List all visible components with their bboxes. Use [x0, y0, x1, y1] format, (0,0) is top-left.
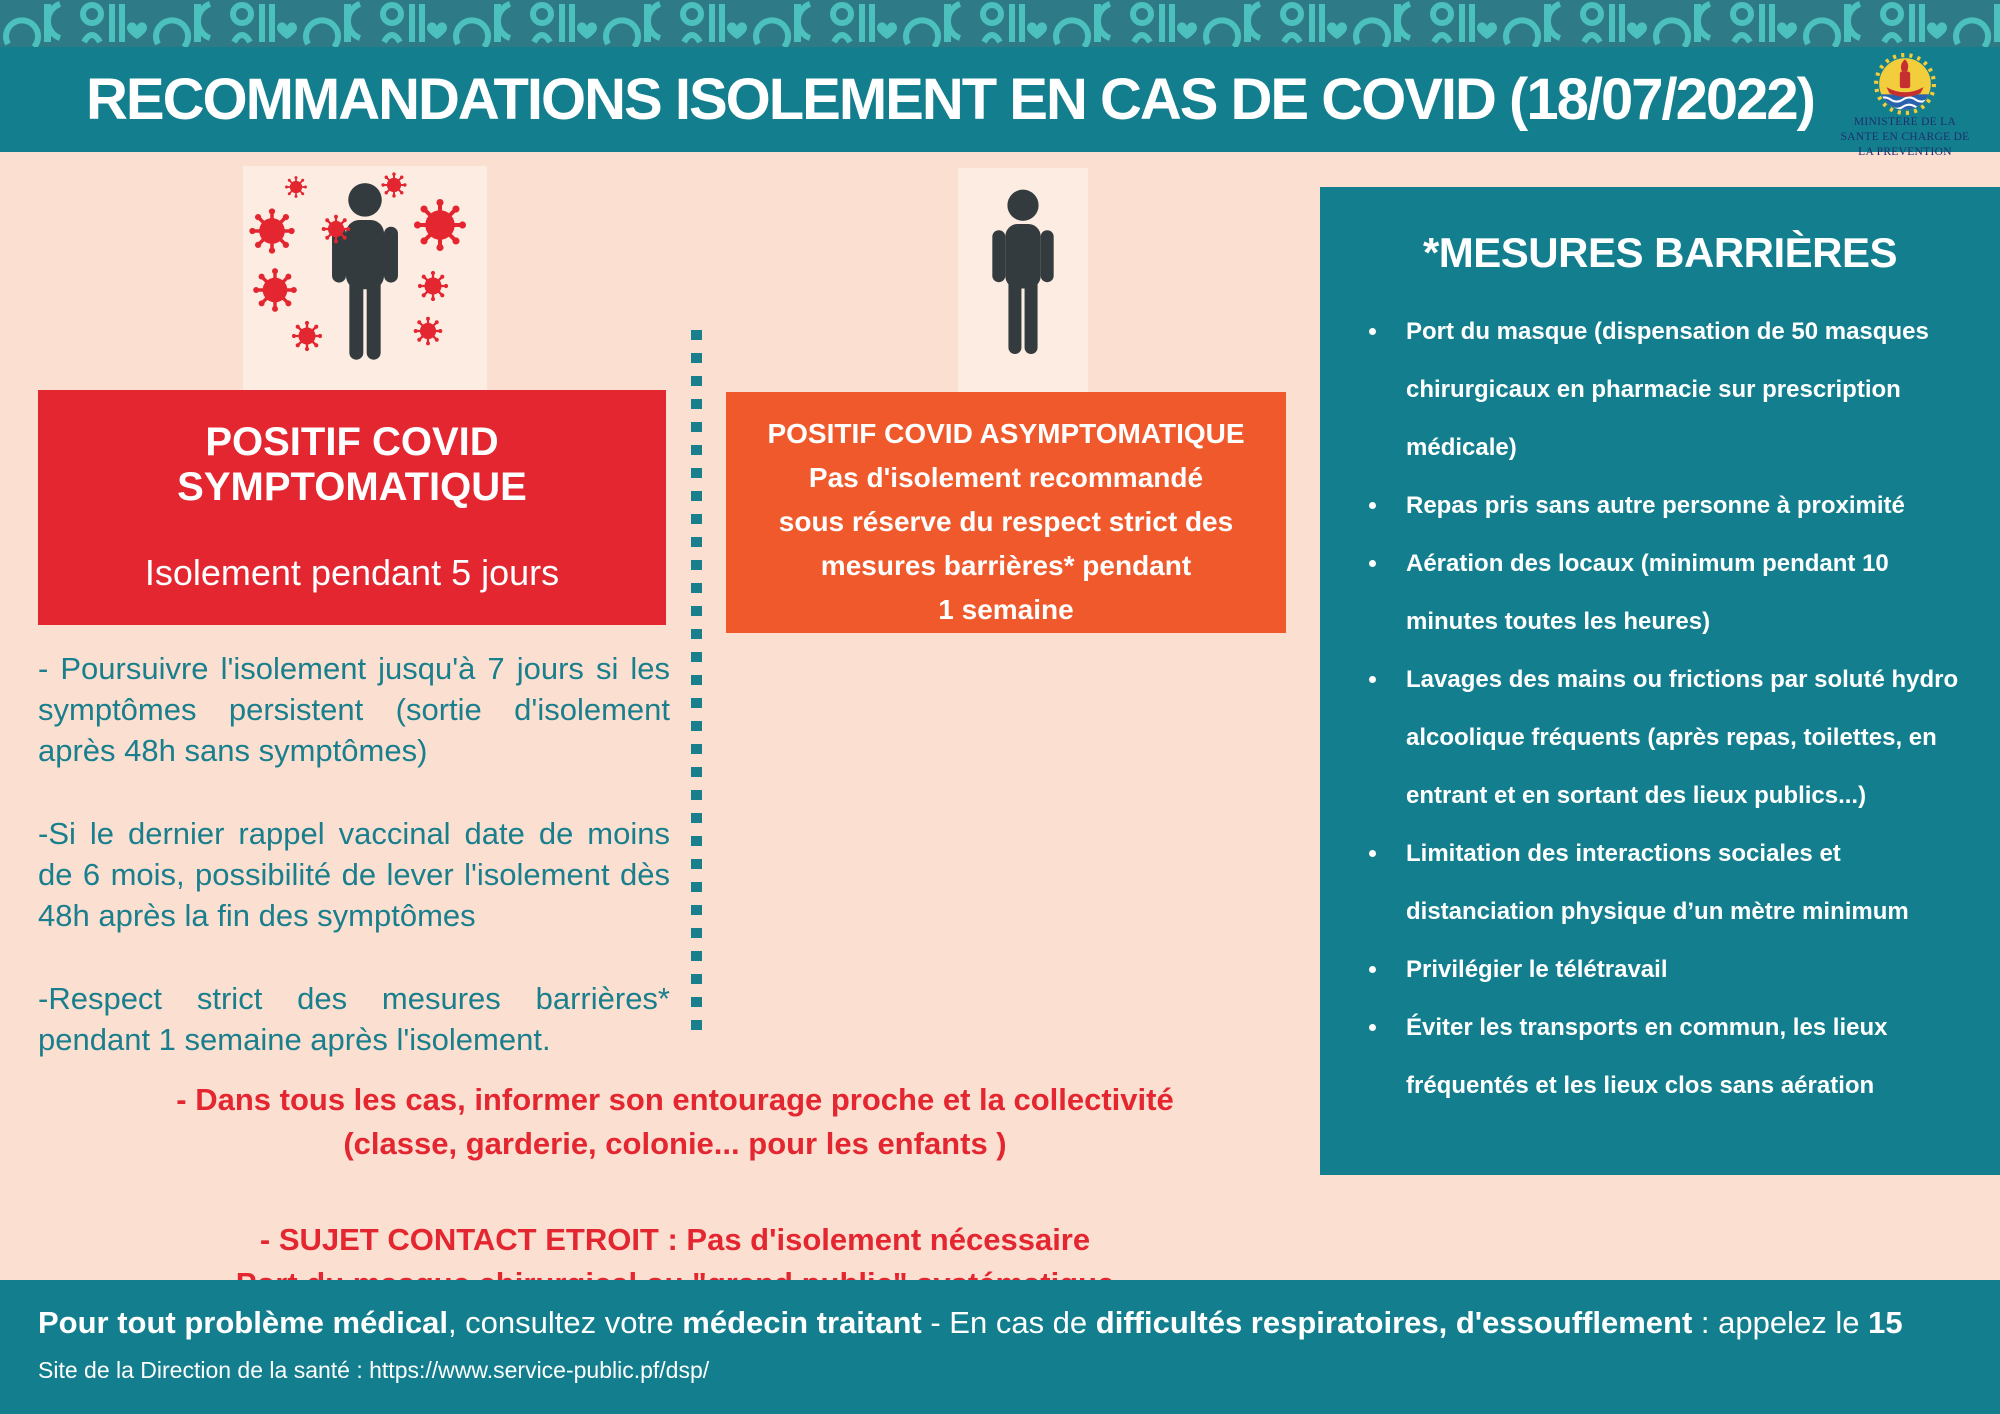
footer-bar [0, 1280, 2000, 1414]
footer-segment: : appelez le [1692, 1305, 1869, 1340]
virus-icon [379, 170, 409, 200]
list-item: • Aération des locaux (minimum pendant 10 minutes toutes les heures) [1390, 535, 1960, 651]
asymptomatic-box-line: mesures barrières* pendant [820, 550, 1192, 581]
header-banner [0, 47, 2000, 152]
list-item: • Privilégier le télétravail [1390, 941, 1960, 999]
footer-segment: 15 [1868, 1305, 1903, 1340]
note-line: - Dans tous les cas, informer son entourage proche et la collectivité [176, 1082, 1174, 1117]
symptomatic-box-subtitle: Isolement pendant 5 jours [144, 552, 560, 593]
footer-segment: , consultez votre [447, 1305, 683, 1340]
list-item: • Éviter les transports en commun, les lieux fréquentés et les lieux clos sans aération [1390, 999, 1960, 1115]
list-item: • Port du masque (dispensation de 50 masques chirurgicaux en pharmacie sur prescription médicale) [1390, 303, 1960, 477]
ministry-logo-text-line: MINISTERE DE LA [1853, 116, 1957, 128]
asymptomatic-box-line: POSITIF COVID ASYMPTOMATIQUE [767, 418, 1245, 449]
virus-icon [409, 194, 471, 256]
virus-icon [283, 174, 309, 200]
note-line: - SUJET CONTACT ETROIT : Pas d'isolement nécessaire [259, 1222, 1091, 1257]
ministry-logo [1820, 53, 1990, 160]
dotted-column-divider [691, 330, 702, 1030]
virus-icon [245, 204, 299, 258]
symptomatic-box [38, 390, 666, 625]
symptomatic-instructions [38, 648, 670, 1102]
asymptomatic-box-line: Pas d'isolement recommandé [808, 462, 1204, 493]
ministry-logo-text-line: SANTE EN CHARGE DE [1840, 131, 1970, 143]
instruction-paragraph: -Si le dernier rappel vaccinal date de moins de 6 mois, possibilité de lever l'isolement dès 48h après la fin des symptômes [38, 816, 670, 933]
ministry-emblem-icon [1874, 53, 1936, 115]
footer-segment: médecin traitant [682, 1305, 922, 1340]
note-line: (classe, garderie, colonie... pour les enfants ) [343, 1126, 1007, 1161]
asymptomatic-box-line: sous réserve du respect strict des [778, 506, 1234, 537]
page-title: RECOMMANDATIONS ISOLEMENT EN CAS DE COVID (18/07/2022) [86, 67, 1814, 132]
medical-advice-line [38, 1305, 2000, 1341]
barrier-measures-box [1320, 187, 2000, 1175]
footer-segment: Pour tout problème médical [38, 1305, 448, 1340]
list-item: • Lavages des mains ou frictions par soluté hydro alcoolique fréquents (après repas, toilettes, en entrant et en sortant des lieux publics...) [1390, 651, 1960, 825]
symptomatic-box-title: POSITIF COVID SYMPTOMATIQUE [177, 420, 527, 509]
barrier-measures-title: *MESURES BARRIÈRES [1422, 229, 1898, 276]
instruction-paragraph: - Poursuivre l'isolement jusqu'à 7 jours si les symptômes persistent (sortie d'isolement après 48h sans symptômes) [38, 651, 670, 768]
all-cases-note [30, 1078, 1320, 1166]
footer-segment: - En cas de [921, 1305, 1096, 1340]
health-directorate-site-line: Site de la Direction de la santé : https://www.service-public.pf/dsp/ [38, 1357, 710, 1383]
ministry-logo-text-line: LA PREVENTION [1858, 146, 1952, 158]
person-icon [309, 182, 421, 372]
virus-icon [249, 264, 301, 316]
list-item: • Limitation des interactions sociales et distanciation physique d’un mètre minimum [1390, 825, 1960, 941]
virus-icon [289, 318, 325, 354]
list-item: • Repas pris sans autre personne à proximité [1390, 477, 1960, 535]
virus-icon [319, 212, 353, 246]
infected-person-figure [243, 166, 487, 390]
virus-icon [415, 268, 451, 304]
instruction-paragraph: -Respect strict des mesures barrières* pendant 1 semaine après l'isolement. [38, 981, 670, 1057]
barrier-measures-list [1360, 303, 1960, 1115]
healthy-person-figure [958, 168, 1088, 392]
asymptomatic-box-line: 1 semaine [938, 594, 1074, 625]
tapa-pattern-band [0, 0, 2000, 47]
asymptomatic-box [726, 392, 1286, 633]
footer-segment: difficultés respiratoires, d'essoufflement [1095, 1305, 1693, 1340]
virus-icon [411, 314, 445, 348]
person-icon [971, 188, 1075, 366]
